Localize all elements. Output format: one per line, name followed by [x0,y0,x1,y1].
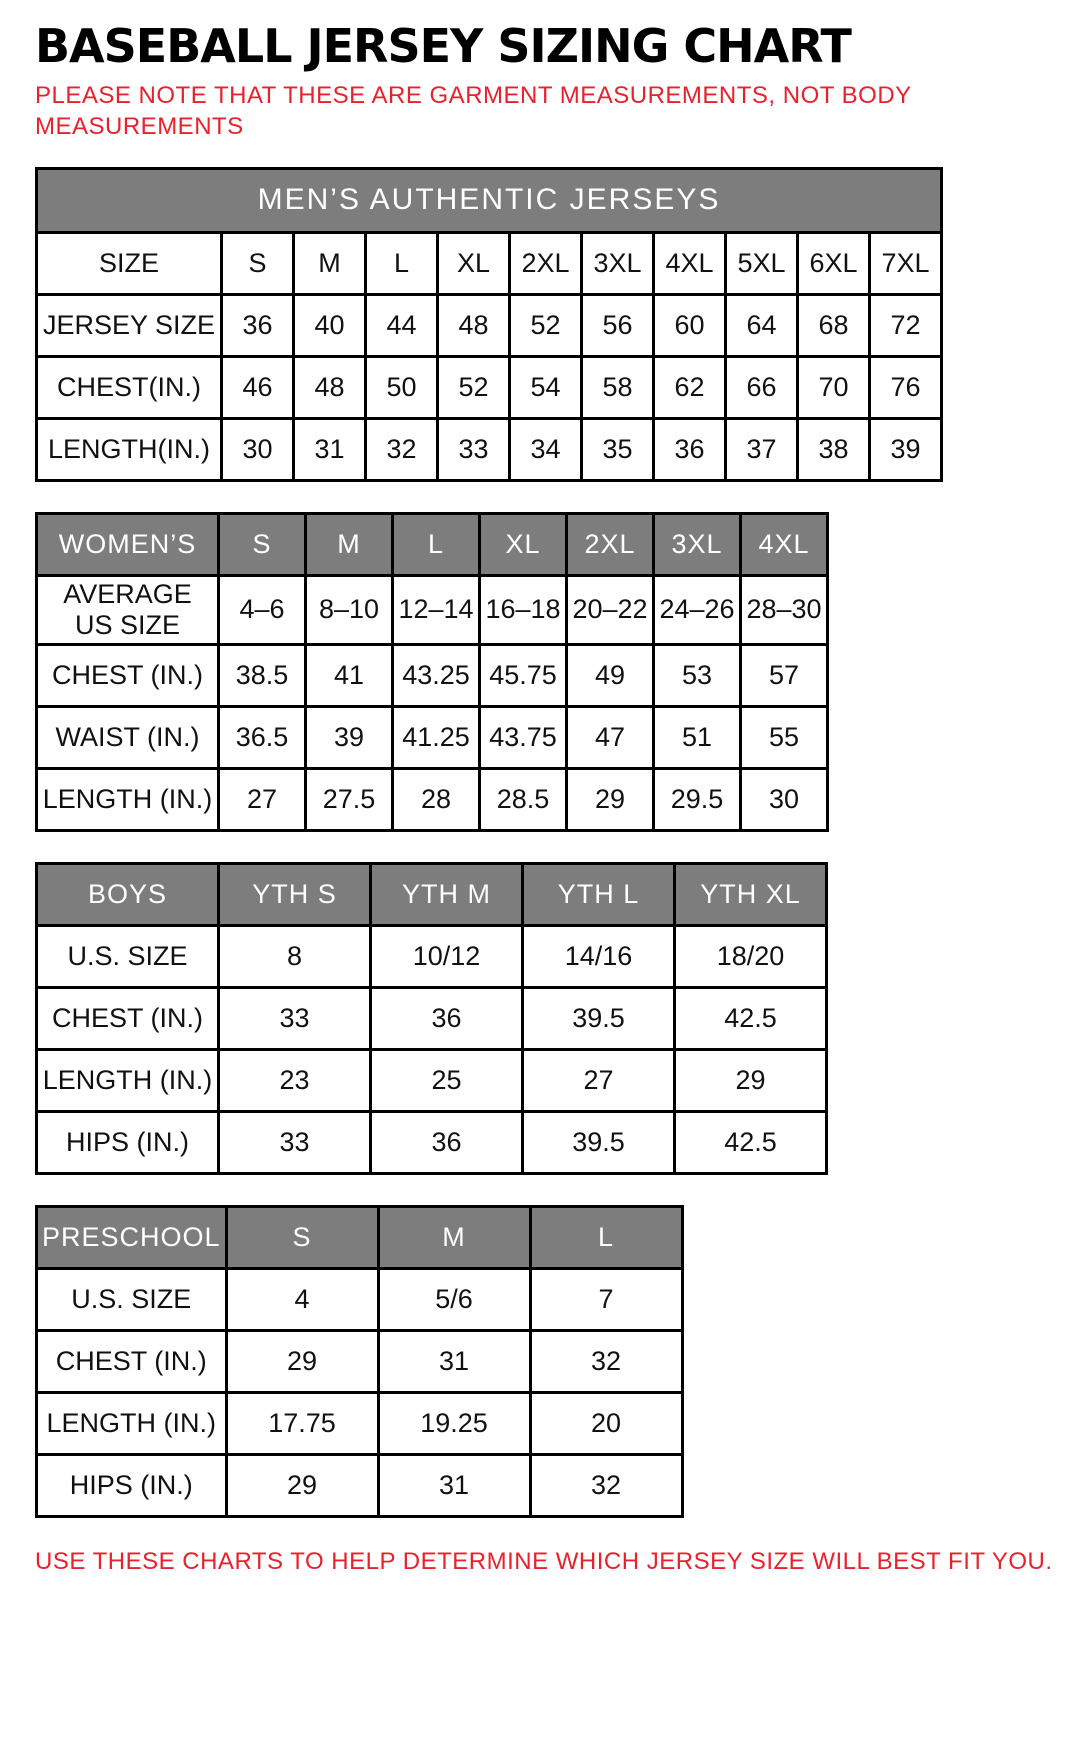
value-cell: 39 [306,706,393,768]
value-cell: 43.75 [480,706,567,768]
value-cell: 30 [222,418,294,480]
value-cell: 36 [371,1111,523,1173]
row-label-cell: LENGTH (IN.) [37,1392,227,1454]
value-cell: 33 [219,1111,371,1173]
table-row [37,356,942,418]
value-cell: 44 [366,294,438,356]
value-cell: 29 [226,1330,378,1392]
value-cell: 56 [582,294,654,356]
value-cell: 50 [366,356,438,418]
value-cell: 48 [438,294,510,356]
footer-advice-text: USE THESE CHARTS TO HELP DETERMINE WHICH JERSEY SIZE WILL BEST FIT YOU. [35,1547,1053,1575]
value-cell: M [294,232,366,294]
table-banner: MEN’S AUTHENTIC JERSEYS [37,168,942,232]
page-title: BASEBALL JERSEY SIZING CHART [35,19,851,73]
value-cell: 38.5 [219,644,306,706]
value-cell: 76 [870,356,942,418]
value-cell: 36 [222,294,294,356]
table-row [37,575,828,644]
value-cell: 14/16 [523,925,675,987]
table-row [37,644,828,706]
row-label-cell: HIPS (IN.) [37,1454,227,1516]
value-cell: 66 [726,356,798,418]
value-cell: 70 [798,356,870,418]
value-cell: 64 [726,294,798,356]
table-row [37,925,827,987]
mens-sizing-table [35,167,943,482]
value-cell: 31 [378,1330,530,1392]
column-header-cell: 2XL [567,513,654,575]
column-header-cell: YTH L [523,863,675,925]
value-cell: 34 [510,418,582,480]
row-label-cell: HIPS (IN.) [37,1111,219,1173]
value-cell: S [222,232,294,294]
value-cell: 28.5 [480,768,567,830]
value-cell: 53 [654,644,741,706]
table-row [37,768,828,830]
column-header-cell: M [306,513,393,575]
value-cell: 28 [393,768,480,830]
column-header-cell: L [393,513,480,575]
value-cell: 5XL [726,232,798,294]
preschool-sizing-table [35,1205,684,1518]
value-cell: 40 [294,294,366,356]
value-cell: 42.5 [675,987,827,1049]
column-header-cell: YTH M [371,863,523,925]
column-header-cell: 3XL [654,513,741,575]
value-cell: 7 [530,1268,682,1330]
value-cell: 8–10 [306,575,393,644]
value-cell: 16–18 [480,575,567,644]
value-cell: 35 [582,418,654,480]
value-cell: 25 [371,1049,523,1111]
value-cell: L [366,232,438,294]
value-cell: 6XL [798,232,870,294]
value-cell: 5/6 [378,1268,530,1330]
row-label-cell: SIZE [37,232,222,294]
table-row [37,418,942,480]
value-cell: 48 [294,356,366,418]
value-cell: 29 [567,768,654,830]
value-cell: 24–26 [654,575,741,644]
value-cell: 52 [510,294,582,356]
value-cell: 20–22 [567,575,654,644]
value-cell: 32 [366,418,438,480]
value-cell: 20 [530,1392,682,1454]
value-cell: 55 [741,706,828,768]
value-cell: 41.25 [393,706,480,768]
table-row [37,1049,827,1111]
womens-sizing-table [35,512,829,832]
column-header-cell: YTH XL [675,863,827,925]
value-cell: 54 [510,356,582,418]
value-cell: 4 [226,1268,378,1330]
value-cell: 29.5 [654,768,741,830]
value-cell: 41 [306,644,393,706]
value-cell: 31 [378,1454,530,1516]
value-cell: 17.75 [226,1392,378,1454]
value-cell: 29 [226,1454,378,1516]
row-label-cell: LENGTH(IN.) [37,418,222,480]
row-label-cell: LENGTH (IN.) [37,1049,219,1111]
table-row [37,294,942,356]
table-row [37,1392,683,1454]
value-cell: 32 [530,1454,682,1516]
column-header-cell: PRESCHOOL [37,1206,227,1268]
value-cell: 58 [582,356,654,418]
value-cell: 39 [870,418,942,480]
column-header-cell: BOYS [37,863,219,925]
value-cell: 27.5 [306,768,393,830]
table-row [37,987,827,1049]
value-cell: 36 [654,418,726,480]
table-row [37,1454,683,1516]
value-cell: 27 [523,1049,675,1111]
value-cell: 32 [530,1330,682,1392]
row-label-cell: U.S. SIZE [37,1268,227,1330]
value-cell: 60 [654,294,726,356]
value-cell: 29 [675,1049,827,1111]
value-cell: 4XL [654,232,726,294]
column-header-cell: L [530,1206,682,1268]
row-label-cell: CHEST (IN.) [37,644,219,706]
value-cell: 47 [567,706,654,768]
value-cell: 43.25 [393,644,480,706]
row-label-cell: CHEST(IN.) [37,356,222,418]
row-label-cell: JERSEY SIZE [37,294,222,356]
value-cell: 10/12 [371,925,523,987]
value-cell: 8 [219,925,371,987]
value-cell: 39.5 [523,987,675,1049]
value-cell: 72 [870,294,942,356]
column-header-cell: M [378,1206,530,1268]
column-header-cell: YTH S [219,863,371,925]
table-header-row [37,1206,683,1268]
column-header-cell: XL [480,513,567,575]
value-cell: 62 [654,356,726,418]
value-cell: 68 [798,294,870,356]
row-label-cell: WAIST (IN.) [37,706,219,768]
value-cell: 33 [438,418,510,480]
table-row [37,706,828,768]
value-cell: 57 [741,644,828,706]
value-cell: 4–6 [219,575,306,644]
value-cell: 7XL [870,232,942,294]
value-cell: 27 [219,768,306,830]
row-label-cell: CHEST (IN.) [37,1330,227,1392]
value-cell: 33 [219,987,371,1049]
value-cell: 31 [294,418,366,480]
value-cell: 49 [567,644,654,706]
value-cell: 36 [371,987,523,1049]
row-label-cell: AVERAGE US SIZE [37,575,219,644]
table-banner-row [37,168,942,232]
value-cell: 38 [798,418,870,480]
table-row [37,1268,683,1330]
value-cell: 46 [222,356,294,418]
table-header-row [37,863,827,925]
row-label-cell: LENGTH (IN.) [37,768,219,830]
value-cell: 2XL [510,232,582,294]
table-row [37,232,942,294]
value-cell: 37 [726,418,798,480]
value-cell: 36.5 [219,706,306,768]
garment-measurements-note: PLEASE NOTE THAT THESE ARE GARMENT MEASUREMENTS, NOT BODY MEASUREMENTS [35,82,912,141]
value-cell: 45.75 [480,644,567,706]
column-header-cell: WOMEN’S [37,513,219,575]
table-row [37,1330,683,1392]
value-cell: 12–14 [393,575,480,644]
value-cell: 28–30 [741,575,828,644]
value-cell: 52 [438,356,510,418]
column-header-cell: S [226,1206,378,1268]
row-label-cell: U.S. SIZE [37,925,219,987]
value-cell: 42.5 [675,1111,827,1173]
table-header-row [37,513,828,575]
value-cell: 3XL [582,232,654,294]
value-cell: 23 [219,1049,371,1111]
boys-sizing-table [35,862,828,1175]
column-header-cell: S [219,513,306,575]
column-header-cell: 4XL [741,513,828,575]
value-cell: 19.25 [378,1392,530,1454]
value-cell: 51 [654,706,741,768]
value-cell: 30 [741,768,828,830]
table-row [37,1111,827,1173]
value-cell: 39.5 [523,1111,675,1173]
value-cell: 18/20 [675,925,827,987]
value-cell: XL [438,232,510,294]
row-label-cell: CHEST (IN.) [37,987,219,1049]
